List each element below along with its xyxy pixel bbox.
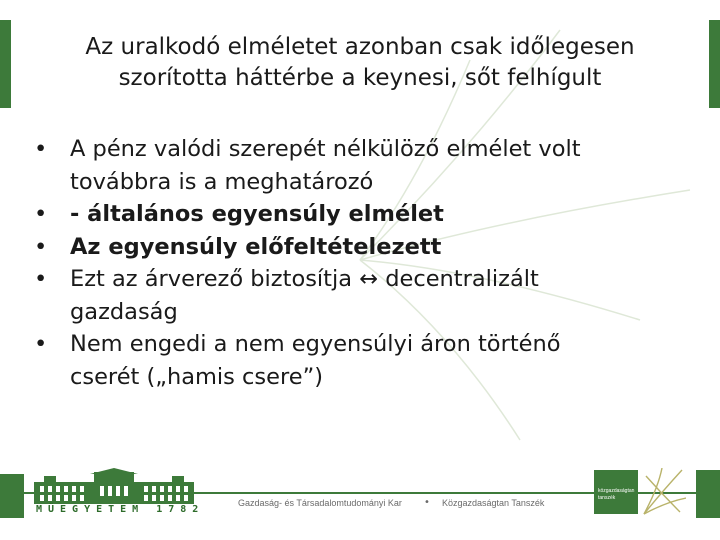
- faculty-name: Gazdaság- és Társadalomtudományi Kar: [238, 498, 402, 508]
- bullet-item: [32, 231, 692, 264]
- department-name: Közgazdaságtan Tanszék: [442, 498, 545, 508]
- bullet-text-line: Az egyensúly előfeltételezett: [70, 233, 442, 260]
- logo-line-1: közgazdaságtan: [598, 488, 635, 494]
- bullet-text-line: Nem engedi a nem egyensúlyi áron történő: [70, 331, 561, 357]
- department-logo-box: [594, 470, 638, 514]
- title-line-1: Az uralkodó elméletet azonban csak időlegesen: [85, 34, 635, 60]
- university-building-logo: [34, 468, 194, 508]
- bullet-item: [32, 198, 692, 231]
- university-name: MŰEGYETEM 1782: [36, 504, 205, 515]
- footer-left-block: [0, 474, 24, 518]
- bullet-item: [32, 328, 692, 393]
- footer-separator: •: [424, 497, 430, 508]
- bullet-text-line: Ezt az árverező biztosítja ↔ decentralizált: [70, 266, 539, 292]
- bullet-dot: •: [34, 136, 48, 162]
- bullet-item: [32, 263, 692, 328]
- department-logo-mark: [640, 468, 686, 516]
- bullet-dot: •: [34, 201, 48, 227]
- bullet-dot: •: [34, 233, 48, 260]
- slide-title: [40, 32, 680, 94]
- bullet-dot: •: [34, 331, 48, 357]
- bullet-text-line: A pénz valódi szerepét nélkülöző elmélet volt: [70, 136, 581, 162]
- bullet-text-line: gazdaság: [70, 298, 178, 325]
- logo-line-2: tanszék: [598, 495, 616, 501]
- department-logo-text: [598, 488, 634, 502]
- title-line-2: szorította háttérbe a keynesi, sőt felhígult: [118, 65, 602, 91]
- bullet-list: [32, 133, 692, 393]
- bullet-text-line: - általános egyensúly elmélet: [70, 201, 444, 227]
- bullet-text-line: továbbra is a meghatározó: [70, 168, 374, 195]
- bullet-text-line: cserét („hamis csere”): [70, 363, 324, 390]
- bullet-dot: •: [34, 266, 48, 292]
- bullet-item: [32, 133, 692, 198]
- footer-right-block: [696, 470, 720, 518]
